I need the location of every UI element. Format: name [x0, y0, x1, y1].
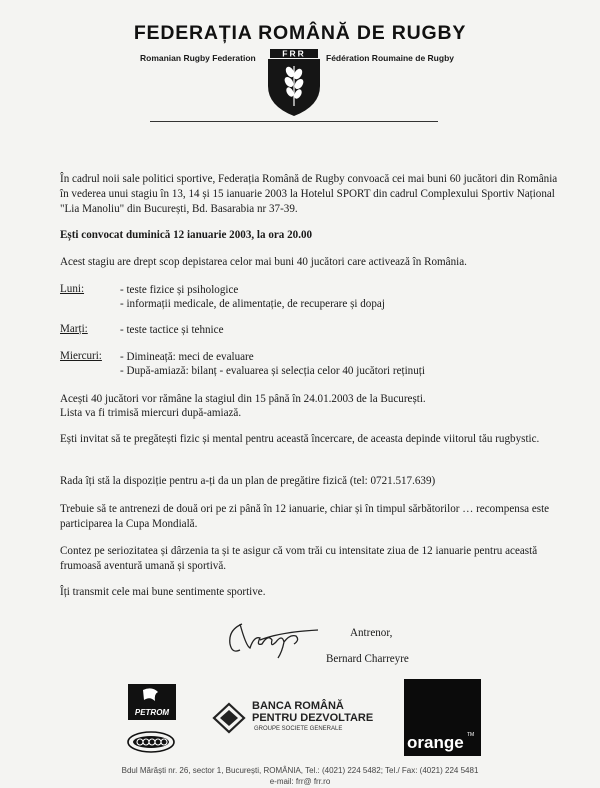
- crest-text: FRR: [282, 48, 306, 59]
- header-divider: [150, 121, 438, 122]
- closing-line: Îți transmit cele mai bune sentimente sportive.: [60, 586, 266, 598]
- preparation-paragraph: Ești invitat să te pregătești fizic și mental pentru această încercare, de aceasta depinde viitorul tău rugbystic.: [60, 433, 540, 445]
- frr-crest-logo: [266, 46, 322, 118]
- schedule-item: - teste fizice și psihologice: [120, 284, 239, 296]
- brd-group: GROUPE SOCIETE GENERALE: [254, 726, 343, 732]
- intro-paragraph: În cadrul noii sale politici sportive, Federația Română de Rugby convoacă cei mai buni 60 jucători din România în vederea unui stagiu în 13, 14 și 15 ianuarie 2003 la Hotelul SPORT din cadrul Complexului Sportiv Național "Lia Manoliu" din București, Bd. Basarabia nr 37-39.: [60, 173, 558, 215]
- purpose-paragraph: Acest stagiu are drept scop depistarea celor mai buni 40 jucători care activează în România.: [60, 256, 467, 268]
- schedule-item: - Dimineață: meci de evaluare: [120, 351, 254, 363]
- brd-name-line2: PENTRU DEZVOLTARE: [252, 712, 374, 724]
- french-subtitle: Fédération Roumaine de Rugby: [326, 53, 454, 63]
- commitment-paragraph: Contez pe seriozitatea și dârzenia ta și te asigur că vom trăi cu intensitate ziua de 12 ianuarie pentru această frumoasă aventură umană și sportivă.: [60, 545, 538, 572]
- schedule-day-marti: Marți:: [60, 323, 88, 335]
- federation-title: FEDERAȚIA ROMÂNĂ DE RUGBY: [133, 22, 467, 44]
- schedule-item: - După-amiază: bilanț - evaluarea și selecția celor 40 jucători reținuți: [120, 365, 425, 377]
- convocation-line: Ești convocat duminică 12 ianuarie 2003, la ora 20.00: [60, 229, 313, 241]
- petrom-logo: [128, 684, 176, 720]
- handwritten-signature: [220, 612, 320, 662]
- orange-trademark: TM: [467, 732, 475, 738]
- selection-paragraph-line1: Acești 40 jucători vor rămâne la stagiul din 15 până în 24.01.2003 de la București.: [60, 393, 426, 405]
- brd-logo-icon: [212, 702, 246, 734]
- brd-name-line1: BANCA ROMÂNĂ: [252, 700, 344, 712]
- orange-logo: [404, 679, 481, 756]
- rada-paragraph: Rada îți stă la dispoziție pentru a-ți da un plan de pregătire fizică (tel: 0721.517.639): [60, 475, 436, 487]
- petrom-label: PETROM: [134, 708, 170, 717]
- signatory-role: Antrenor,: [350, 627, 393, 639]
- schedule-day-miercuri: Miercuri:: [60, 350, 102, 362]
- selection-paragraph-line2: Lista va fi trimisă miercuri după-amiază.: [60, 407, 242, 419]
- training-paragraph: Trebuie să te antrenezi de două ori pe zi până în 12 ianuarie, chiar și în timpul sărbătorilor … recompensa este participarea la Cupa Mondială.: [60, 503, 550, 530]
- footer-email: e-mail: frr@ frr.ro: [269, 777, 331, 786]
- signatory-name: Bernard Charreyre: [326, 653, 409, 665]
- english-subtitle: Romanian Rugby Federation: [140, 53, 256, 63]
- schedule-item: - informații medicale, de alimentație, de recuperare și dopaj: [120, 298, 385, 310]
- schedule-day-luni: Luni:: [60, 283, 85, 295]
- footer-address: Bdul Mărăști nr. 26, sector 1, București, ROMÂNIA, Tel.: (4021) 224 5482; Tel./ Fax: (4021) 224 5481: [121, 766, 479, 775]
- schedule-item: - teste tactice și tehnice: [120, 324, 224, 336]
- cosr-logo: [126, 730, 176, 754]
- orange-label: orange: [407, 733, 464, 752]
